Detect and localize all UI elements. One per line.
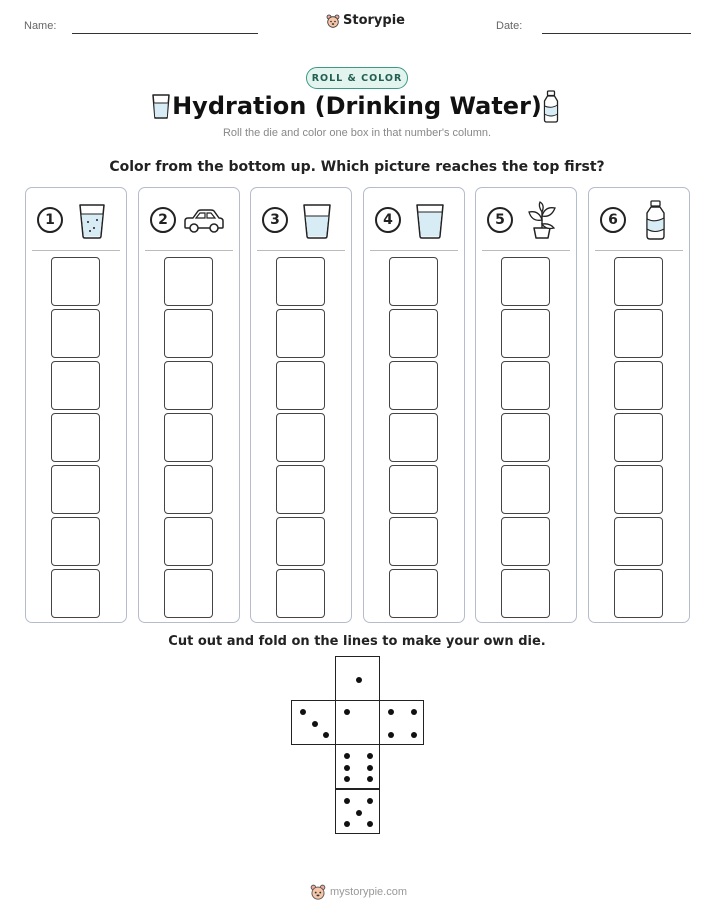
color-box[interactable] (51, 517, 100, 566)
instruction-text: Color from the bottom up. Which picture reaches the top first? (109, 159, 605, 175)
column-divider (595, 250, 683, 251)
brand-name: Storypie (343, 13, 405, 28)
color-box[interactable] (614, 361, 663, 410)
color-box[interactable] (51, 257, 100, 306)
color-box[interactable] (389, 309, 438, 358)
date-label: Date: (496, 20, 523, 32)
date-line[interactable] (542, 33, 691, 34)
color-box[interactable] (501, 465, 550, 514)
die-pip (356, 677, 362, 683)
color-box[interactable] (276, 361, 325, 410)
die-pip (388, 732, 394, 738)
color-box[interactable] (501, 257, 550, 306)
die-face-one (335, 656, 380, 701)
column-divider (370, 250, 458, 251)
die-pip (300, 709, 306, 715)
color-box[interactable] (614, 309, 663, 358)
color-box[interactable] (164, 257, 213, 306)
column-divider (32, 250, 120, 251)
potted-plant-icon (524, 200, 560, 240)
die-face-one (335, 700, 380, 745)
bear-mascot-icon (326, 14, 340, 28)
name-label: Name: (24, 20, 57, 32)
color-box[interactable] (501, 309, 550, 358)
color-box[interactable] (501, 413, 550, 462)
die-face-six (335, 744, 380, 789)
column-1 (25, 187, 127, 623)
color-box[interactable] (51, 413, 100, 462)
die-instruction: Cut out and fold on the lines to make your own die. (168, 634, 546, 649)
column-2 (138, 187, 240, 623)
page-title: Hydration (Drinking Water) (172, 92, 542, 120)
die-pip (344, 821, 350, 827)
color-box[interactable] (164, 413, 213, 462)
color-box[interactable] (164, 361, 213, 410)
column-header (364, 188, 464, 250)
die-pip (367, 765, 373, 771)
color-box[interactable] (614, 465, 663, 514)
color-box[interactable] (389, 465, 438, 514)
roll-and-color-badge: ROLL & COLOR (306, 67, 408, 89)
subtitle: Roll the die and color one box in that number's column. (222, 127, 492, 139)
color-box[interactable] (614, 413, 663, 462)
column-divider (257, 250, 345, 251)
column-number: 6 (600, 207, 626, 233)
water-glass-icon (299, 200, 335, 240)
die-pip (367, 753, 373, 759)
column-number: 1 (37, 207, 63, 233)
column-5 (475, 187, 577, 623)
column-number: 2 (150, 207, 176, 233)
column-header (589, 188, 689, 250)
die-pip (388, 709, 394, 715)
column-header (476, 188, 576, 250)
die-pip (356, 810, 362, 816)
column-header (251, 188, 351, 250)
brand-logo (326, 13, 405, 28)
die-pip (344, 776, 350, 782)
column-number: 4 (375, 207, 401, 233)
column-3 (250, 187, 352, 623)
color-box[interactable] (501, 569, 550, 618)
column-divider (145, 250, 233, 251)
color-box[interactable] (389, 257, 438, 306)
color-box[interactable] (276, 309, 325, 358)
water-bottle-icon (542, 90, 560, 123)
die-pip (411, 709, 417, 715)
color-box[interactable] (389, 517, 438, 566)
die-face-three (291, 700, 336, 745)
color-box[interactable] (51, 361, 100, 410)
die-pip (367, 798, 373, 804)
color-box[interactable] (276, 517, 325, 566)
die-pip (367, 776, 373, 782)
color-box[interactable] (389, 569, 438, 618)
column-header (139, 188, 239, 250)
column-number: 5 (487, 207, 513, 233)
die-pip (312, 721, 318, 727)
footer (310, 884, 407, 900)
color-box[interactable] (164, 569, 213, 618)
color-box[interactable] (51, 309, 100, 358)
column-6 (588, 187, 690, 623)
die-pip (344, 709, 350, 715)
column-number: 3 (262, 207, 288, 233)
color-box[interactable] (276, 569, 325, 618)
color-box[interactable] (276, 465, 325, 514)
color-box[interactable] (164, 517, 213, 566)
color-box[interactable] (389, 361, 438, 410)
color-box[interactable] (614, 257, 663, 306)
water-bottle-icon (637, 200, 673, 240)
color-box[interactable] (276, 413, 325, 462)
color-box[interactable] (614, 569, 663, 618)
die-pip (411, 732, 417, 738)
color-box[interactable] (501, 361, 550, 410)
color-box[interactable] (164, 309, 213, 358)
color-box[interactable] (389, 413, 438, 462)
die-face-five (335, 789, 380, 834)
die-face-four (379, 700, 424, 745)
bear-mascot-icon (310, 884, 326, 900)
color-box[interactable] (276, 257, 325, 306)
die-pip (344, 753, 350, 759)
die-pip (344, 765, 350, 771)
color-box[interactable] (51, 569, 100, 618)
color-box[interactable] (501, 517, 550, 566)
die-pip (323, 732, 329, 738)
column-divider (482, 250, 570, 251)
name-line[interactable] (72, 33, 258, 34)
die-pip (367, 821, 373, 827)
die-pip (344, 798, 350, 804)
color-box[interactable] (51, 465, 100, 514)
color-box[interactable] (614, 517, 663, 566)
color-box[interactable] (164, 465, 213, 514)
water-glass-icon (412, 200, 448, 240)
footer-url[interactable]: mystorypie.com (330, 886, 408, 898)
column-4 (363, 187, 465, 623)
water-glass-icon (74, 200, 110, 240)
column-header (26, 188, 126, 250)
car-icon (182, 200, 226, 240)
